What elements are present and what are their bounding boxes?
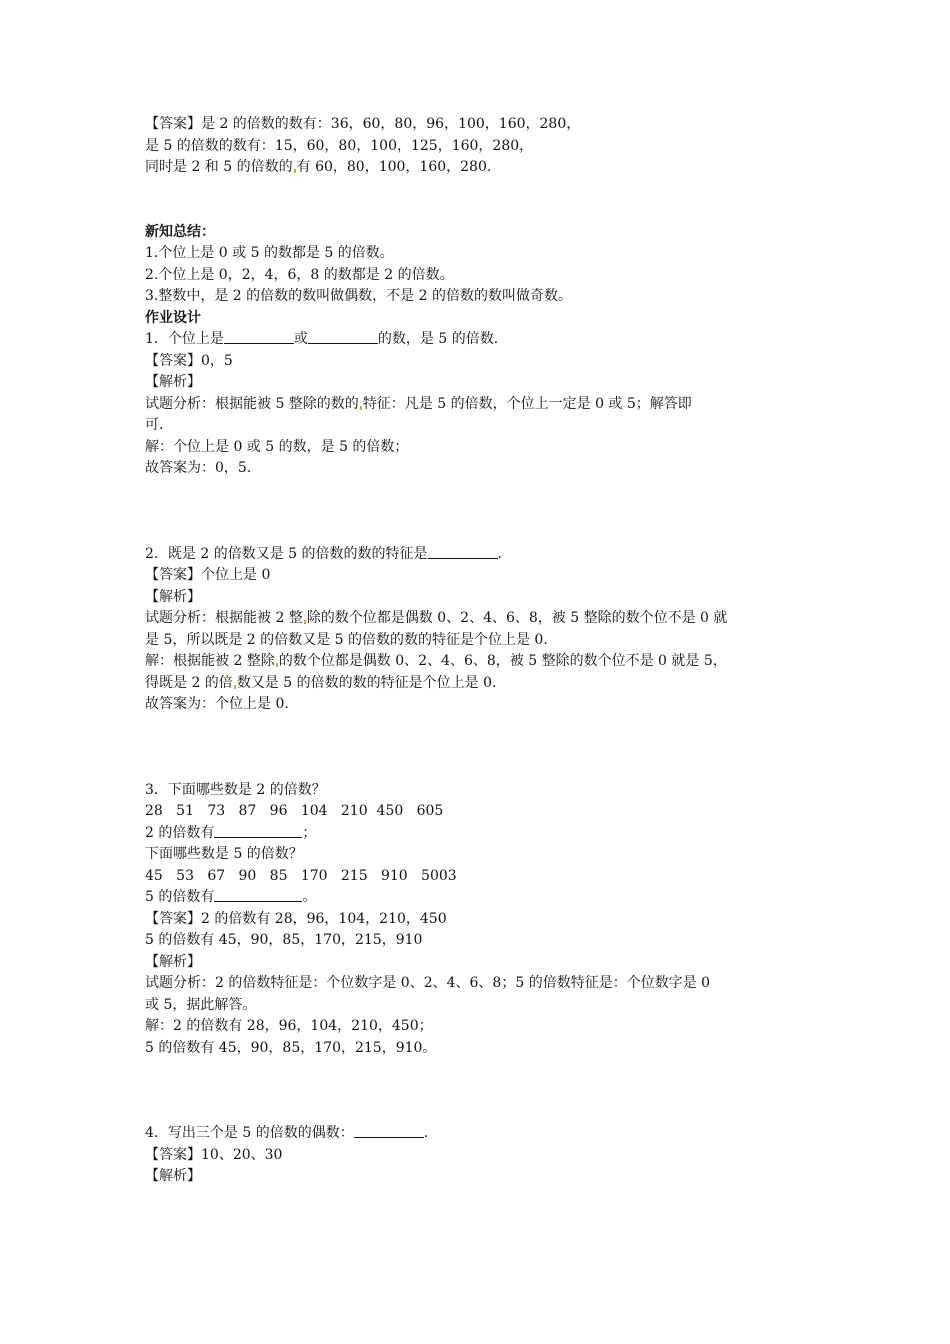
q2-analysis-line-2: 是 5，所以既是 2 的倍数又是 5 的倍数的数的特征是个位上是 0. (145, 631, 548, 648)
intro-answer-line-3-a: 同时是 2 和 5 的倍数的 (145, 159, 293, 175)
intro-answer-line-3-b: 有 60，80，100，160，280. (296, 159, 492, 175)
document-page (145, 114, 825, 1188)
q3-numbers-1: 28 51 73 87 96 104 210 450 605 (145, 803, 444, 819)
q2-blank[interactable] (428, 544, 498, 559)
q3-fill-line-2: 5 的倍数有 。 (145, 889, 317, 905)
q2-solution-line-1: 解：根据能被 2 整除 的数个位都是偶数 0、2、4、6、8，被 5 整除的数个位不是 0 就是 5， (145, 653, 727, 669)
q1-blank-2[interactable] (308, 329, 378, 344)
summary-heading: 新知总结： (145, 223, 215, 240)
scan-mark (234, 685, 236, 689)
q2-final: 故答案为：个位上是 0. (145, 696, 289, 712)
summary-item-2: 2.个位上是 0，2，4，6，8 的数都是 2 的倍数。 (145, 266, 454, 283)
intro-answer-line-3 (145, 157, 825, 179)
q3-solution-line-2: 5 的倍数有 45，90，85，170，215，910。 (145, 1039, 437, 1056)
q1-analysis-line-2: 可. (145, 417, 164, 433)
q1-final: 故答案为：0，5. (145, 460, 252, 476)
q3-fill-line-1: 2 的倍数有 ； (145, 824, 317, 841)
q1-question: 1．个位上是 或 的数，是 5 的倍数. (145, 331, 499, 347)
q2-analysis-line-1: 试题分析：根据能被 2 整 除的数个位都是偶数 0、2、4、6、8，被 5 整除的数个位不是 0 就 (145, 610, 728, 626)
intro-answer-line-2: 是 5 的倍数的数有：15，60，80，100，125，160，280， (145, 137, 534, 154)
q3-solution-line-1: 解：2 的倍数有 28，96，104，210，450； (145, 1018, 433, 1034)
q4-question: 4．写出三个是 5 的倍数的偶数： . (145, 1125, 429, 1141)
q4-answer: 【答案】10、20、30 (145, 1146, 283, 1163)
q3-question-1: 3．下面哪些数是 2 的倍数？ (145, 781, 326, 798)
q3-analysis-line-2: 或 5，据此解答。 (145, 996, 257, 1013)
q1-analysis-line-1: 试题分析：根据能被 5 整除的数的 特征：凡是 5 的倍数，个位上一定是 0 或 5；解答即 (145, 395, 692, 412)
q1-solution: 解：个位上是 0 或 5 的数，是 5 的倍数； (145, 438, 409, 455)
q2-answer: 【答案】个位上是 0 (145, 567, 271, 583)
q4-blank[interactable] (354, 1123, 424, 1138)
q3-answer-1: 【答案】2 的倍数有 28，96，104，210，450 (145, 910, 447, 927)
q2-solution-line-2: 得既是 2 的倍 数又是 5 的倍数的数的特征是个位上是 0. (145, 674, 497, 691)
q2-analysis-label: 【解析】 (145, 588, 201, 605)
q4-analysis-label: 【解析】 (145, 1168, 201, 1184)
q3-blank-2[interactable] (214, 887, 302, 902)
q1-blank-1[interactable] (224, 329, 294, 344)
homework-heading: 作业设计 (145, 309, 201, 326)
scan-mark (304, 620, 306, 624)
summary-item-1: 1.个位上是 0 或 5 的数都是 5 的倍数。 (145, 245, 394, 261)
q3-blank-1[interactable] (214, 823, 302, 838)
scan-mark (276, 663, 278, 667)
q2-question: 2．既是 2 的倍数又是 5 的倍数的数的特征是 . (145, 545, 502, 562)
scan-mark (294, 169, 296, 173)
q3-analysis-line-1: 试题分析：2 的倍数特征是：个位数字是 0、2、4、6、8；5 的倍数特征是：个位数字是 0 (145, 975, 711, 991)
q3-question-2: 下面哪些数是 5 的倍数？ (145, 846, 303, 862)
scan-mark (360, 406, 362, 410)
q1-answer: 【答案】0，5 (145, 352, 233, 369)
q3-answer-2: 5 的倍数有 45，90，85，170，215，910 (145, 932, 423, 948)
q1-analysis-label: 【解析】 (145, 374, 201, 390)
summary-item-3: 3.整数中，是 2 的倍数的数叫做偶数，不是 2 的倍数的数叫做奇数。 (145, 288, 572, 304)
q3-numbers-2: 45 53 67 90 85 170 215 910 5003 (145, 867, 457, 884)
q3-analysis-label: 【解析】 (145, 953, 201, 970)
intro-answer-line-1: 【答案】是 2 的倍数的数有：36，60，80，96，100，160，280， (145, 116, 581, 132)
